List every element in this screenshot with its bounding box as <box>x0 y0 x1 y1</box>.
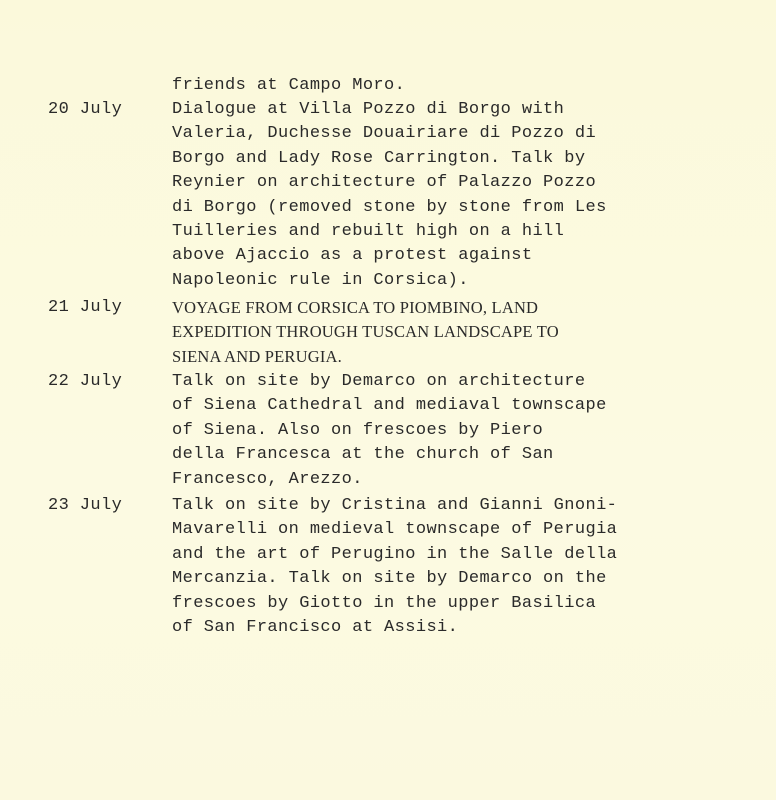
description-line: Francesco, Arezzo. <box>172 469 363 489</box>
description-line: Mavarelli on medieval townscape of Perugia <box>172 520 618 540</box>
description-line: di Borgo (removed stone by stone from Les <box>172 197 607 217</box>
description-line: Valeria, Duchesse Douairiare di Pozzo di <box>172 124 597 144</box>
description-line: friends at Campo Moro. <box>172 76 406 95</box>
description-line: Talk on site by Cristina and Gianni Gnoni- <box>172 496 618 515</box>
entry-description <box>172 296 732 369</box>
entry-date: 20 July <box>48 100 123 119</box>
description-line: Tuilleries and rebuilt high on a hill <box>172 222 565 242</box>
entry-description <box>172 98 732 293</box>
description-line: della Francesca at the church of San <box>172 445 554 465</box>
description-line: SIENA AND PERUGIA. <box>172 346 342 366</box>
entry-date: 22 July <box>48 372 123 391</box>
entry-description <box>172 74 732 98</box>
description-line: Dialogue at Villa Pozzo di Borgo with <box>172 100 565 119</box>
description-line: above Ajaccio as a protest against <box>172 246 533 266</box>
description-line: Napoleonic rule in Corsica). <box>172 270 469 290</box>
description-line: of Siena Cathedral and mediaval townscape <box>172 396 607 416</box>
description-line: and the art of Perugino in the Salle della <box>172 544 618 564</box>
description-line: VOYAGE FROM CORSICA TO PIOMBINO, LAND <box>172 298 539 317</box>
entry-date: 23 July <box>48 496 123 515</box>
description-line: Reynier on architecture of Palazzo Pozzo <box>172 173 597 193</box>
entry-description <box>172 370 732 492</box>
description-line: EXPEDITION THROUGH TUSCAN LANDSCAPE TO <box>172 322 559 342</box>
description-line: Borgo and Lady Rose Carrington. Talk by <box>172 148 586 168</box>
description-line: Talk on site by Demarco on architecture <box>172 372 586 391</box>
description-line: of San Francisco at Assisi. <box>172 618 459 638</box>
description-line: frescoes by Giotto in the upper Basilica <box>172 593 597 613</box>
entry-description <box>172 494 732 640</box>
entry-date: 21 July <box>48 298 123 317</box>
description-line: Mercanzia. Talk on site by Demarco on the <box>172 569 607 589</box>
description-line: of Siena. Also on frescoes by Piero <box>172 420 544 440</box>
